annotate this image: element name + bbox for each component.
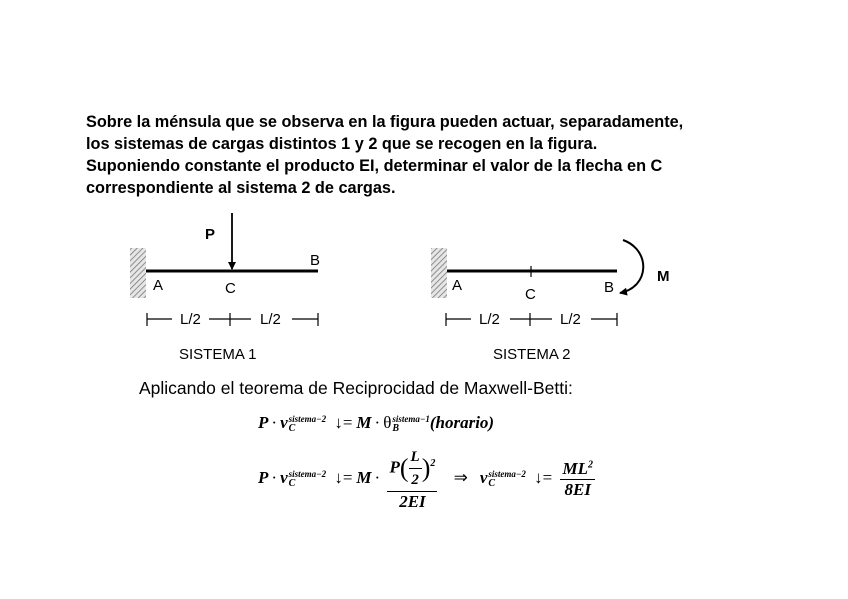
eq1-var: v — [280, 413, 288, 432]
dimension-line-2 — [446, 313, 617, 326]
eq1-sub: C — [288, 423, 296, 435]
point-label-a: A — [153, 277, 164, 294]
eq1-moment: M — [356, 413, 372, 432]
span-label-left: L/2 — [479, 311, 500, 328]
span-label-left: L/2 — [180, 311, 201, 328]
eq2-force: P — [258, 467, 269, 487]
system-title-2: SISTEMA 2 — [493, 346, 571, 363]
statement-line: Sobre la ménsula que se observa en la figura pueden actuar, separadamente, — [86, 113, 684, 131]
eq2-result-sub: C — [488, 478, 496, 489]
eq1-theta-sub: B — [392, 423, 400, 435]
method-sentence: Aplicando el teorema de Reciprocidad de Maxwell-Betti: — [139, 378, 573, 398]
eq2-result-var: v — [479, 467, 488, 487]
point-label-b: B — [604, 279, 615, 296]
statement-line: Suponiendo constante el producto EI, determinar el valor de la flecha en C — [86, 157, 663, 175]
span-label-right: L/2 — [260, 311, 281, 328]
eq2-sup: sistema−2 — [288, 469, 327, 479]
eq1-tail: (horario) — [429, 413, 495, 432]
equation-2: P · v sistema−2 C ↓= M · P( $\frac{L}{2}$ )$^2$ 2EI ⇒ v sistema−2 C ↓= $\frac{ML^2}{8EI}$ — [258, 446, 595, 512]
eq2-result-fraction — [560, 459, 595, 500]
eq2-result-sup: sistema−2 — [488, 469, 526, 479]
eq1-theta-sup: sistema−1 — [392, 414, 430, 425]
eq1-arrow: ↓= — [334, 413, 353, 432]
system-title-1: SISTEMA 1 — [179, 346, 257, 363]
eq2-var: v — [280, 467, 288, 487]
statement-line: los sistemas de cargas distintos 1 y 2 que se recogen en la figura. — [86, 135, 598, 153]
eq2-arrow: ↓= — [334, 467, 353, 487]
moment-arrow-m — [620, 240, 643, 293]
statement-line: correspondiente al sistema 2 de cargas. — [86, 179, 396, 197]
eq2-frac-p: P — [389, 457, 400, 477]
eq2-result-den: 8EI — [564, 479, 591, 499]
eq2-inner-den: 2 — [411, 472, 419, 488]
point-label-b: B — [310, 252, 321, 269]
eq2-sub: C — [288, 478, 296, 489]
eq1-sup: sistema−2 — [288, 414, 327, 425]
eq2-result-exp: 2 — [587, 458, 593, 470]
point-label-a: A — [452, 277, 463, 294]
eq2-inner-num: L — [409, 446, 422, 469]
eq2-moment: M — [356, 467, 372, 487]
eq2-fraction: P( $\frac{L}{2}$ )$^2$ 2EI — [387, 446, 437, 512]
point-label-c: C — [225, 280, 236, 297]
fixed-support-2 — [431, 248, 447, 298]
system2-diagram — [431, 240, 670, 363]
load-label-p: P — [205, 226, 216, 243]
system1-diagram — [130, 213, 320, 363]
implies-symbol: ⇒ — [453, 467, 468, 487]
eq2-result-arrow: ↓= — [534, 467, 553, 487]
point-label-c: C — [525, 286, 536, 303]
eq2-result-num: ML — [562, 458, 588, 478]
span-label-right: L/2 — [560, 311, 581, 328]
eq2-frac-exp: 2 — [430, 457, 436, 469]
eq1-theta: θ — [383, 413, 392, 432]
eq2-frac-den: 2EI — [399, 492, 426, 511]
fixed-support-1 — [130, 248, 146, 298]
eq1-force: P — [258, 413, 269, 432]
moment-label-m: M — [657, 268, 670, 285]
dimension-line-1 — [147, 313, 318, 326]
equation-1: P · v sistema−2 C ↓= M · θ sistema−1 B (horario) — [258, 413, 495, 435]
